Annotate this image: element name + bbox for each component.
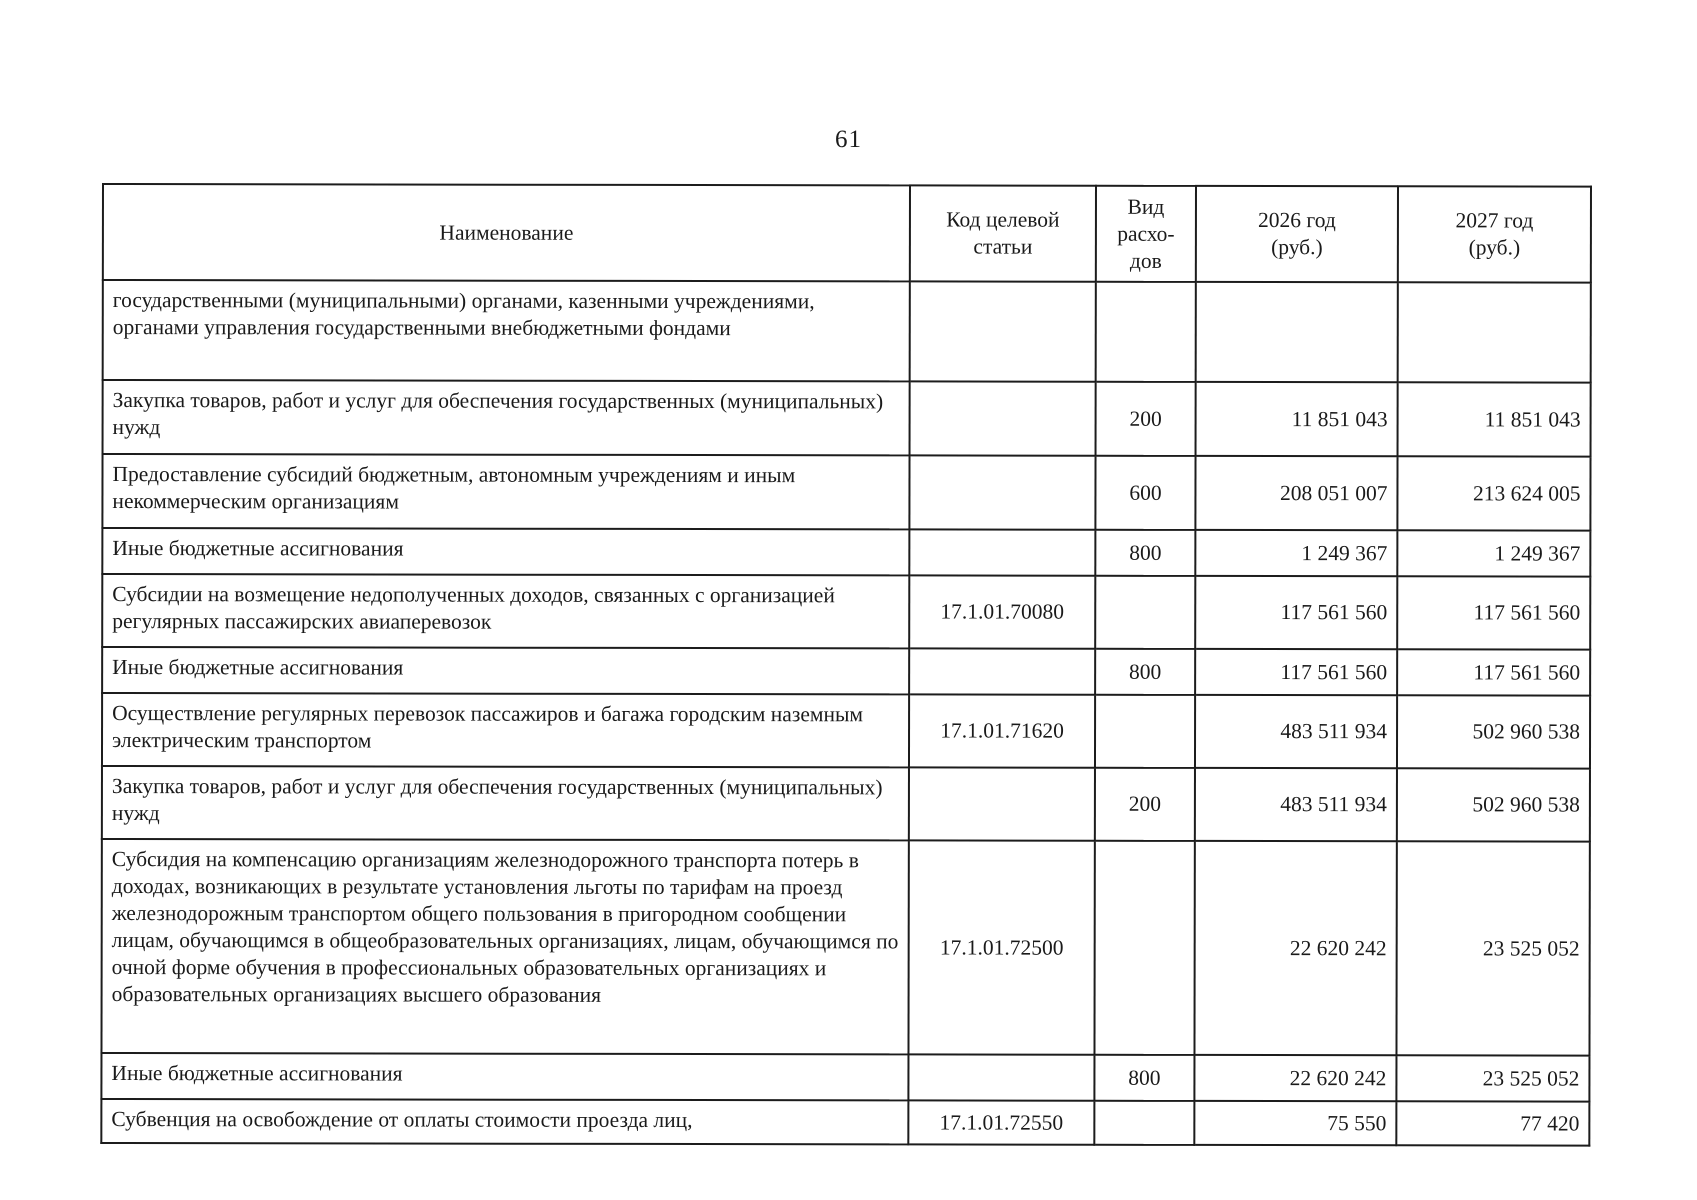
row-name: Иные бюджетные ассигнования: [102, 647, 909, 694]
table-row: [102, 693, 1590, 769]
row-2027: 23 525 052: [1396, 1055, 1589, 1101]
row-2026: 117 561 560: [1195, 576, 1397, 649]
row-2026: 208 051 007: [1195, 456, 1397, 530]
row-name: Предоставление субсидий бюджетным, автономным учреждениям и иным некоммерческим организациям: [102, 454, 909, 529]
row-kind: 600: [1095, 456, 1195, 530]
row-2027: 23 525 052: [1396, 841, 1589, 1055]
row-kind: 800: [1094, 1055, 1194, 1101]
row-2027: 117 561 560: [1397, 649, 1590, 695]
row-2026: 75 550: [1194, 1101, 1396, 1145]
row-2026: 1 249 367: [1195, 530, 1397, 576]
header-kind: Вид расхо-дов: [1096, 186, 1196, 282]
row-code: 17.1.01.72500: [908, 840, 1094, 1054]
table-row: [103, 380, 1591, 457]
table-row: [101, 1099, 1589, 1146]
header-2026: 2026 год (руб.): [1196, 186, 1398, 282]
row-kind: [1094, 1101, 1194, 1145]
table-row: [102, 647, 1590, 696]
row-2027: 1 249 367: [1397, 530, 1590, 576]
row-code: [910, 381, 1096, 455]
row-name: Иные бюджетные ассигнования: [101, 1053, 908, 1100]
table-row: [101, 1053, 1589, 1102]
row-name: Иные бюджетные ассигнования: [102, 528, 909, 575]
row-name: Субсидии на возмещение недополученных доходов, связанных с организацией регулярных пассажирских авиаперевозок: [102, 574, 909, 648]
budget-table: [100, 183, 1592, 1147]
row-2027: 502 960 538: [1397, 768, 1590, 841]
row-2026: 483 511 934: [1195, 695, 1397, 768]
row-2026: 117 561 560: [1195, 649, 1397, 695]
row-name: Субвенция на освобождение от оплаты стоимости проезда лиц,: [101, 1099, 908, 1144]
table-row: [102, 528, 1590, 577]
header-2027: 2027 год (руб.): [1398, 186, 1591, 282]
header-code: Код целевой статьи: [910, 185, 1096, 281]
row-2026: 483 511 934: [1195, 768, 1397, 841]
table-row: [101, 839, 1589, 1056]
row-2027: 11 851 043: [1398, 382, 1591, 456]
table-row: [102, 766, 1590, 842]
row-kind: [1094, 841, 1194, 1055]
row-2027: 213 624 005: [1397, 456, 1590, 530]
row-code: [909, 767, 1095, 840]
row-code: 17.1.01.70080: [909, 575, 1095, 648]
row-2026: 22 620 242: [1194, 1055, 1396, 1101]
row-name: Закупка товаров, работ и услуг для обеспечения государственных (муниципальных) нужд: [103, 380, 910, 455]
row-code: [910, 281, 1096, 381]
row-code: [908, 1054, 1094, 1100]
row-code: [909, 455, 1095, 529]
row-kind: [1096, 282, 1196, 382]
table-row: [103, 280, 1591, 383]
table-header-row: [103, 184, 1591, 283]
row-2027: [1398, 282, 1591, 382]
row-2026: 11 851 043: [1196, 382, 1398, 456]
row-code: [909, 529, 1095, 575]
row-code: 17.1.01.71620: [909, 694, 1095, 767]
row-name: Субсидия на компенсацию организациям железнодорожного транспорта потерь в доходах, возникающих в результате установления льготы по тарифам на проезд железнодорожным транспортом общего пользования в пригородном сообщении лицам, обучающимся в общеобразовательных организациях, лицам, обучающимся по очной форме обучения в профессиональных образовательных организациях и образовательных организациях высшего образования: [101, 839, 908, 1054]
header-name: Наименование: [103, 184, 910, 281]
row-kind: [1095, 576, 1195, 649]
row-name: Осуществление регулярных перевозок пассажиров и багажа городским наземным электрическим транспортом: [102, 693, 909, 767]
row-kind: [1095, 695, 1195, 768]
row-2027: 77 420: [1396, 1101, 1589, 1145]
row-name: Закупка товаров, работ и услуг для обеспечения государственных (муниципальных) нужд: [102, 766, 909, 840]
table-row: [102, 574, 1590, 650]
row-kind: 200: [1095, 768, 1195, 841]
page-number: 61: [835, 126, 862, 153]
row-code: [909, 648, 1095, 694]
row-kind: 200: [1096, 382, 1196, 456]
row-kind: 800: [1095, 649, 1195, 695]
row-2027: 117 561 560: [1397, 576, 1590, 649]
row-2027: 502 960 538: [1397, 695, 1590, 768]
table-row: [102, 454, 1590, 531]
row-2026: [1196, 282, 1398, 382]
row-name: государственными (муниципальными) органами, казенными учреждениями, органами управления государственными внебюджетными фондами: [103, 280, 910, 381]
row-code: 17.1.01.72550: [908, 1100, 1094, 1144]
row-kind: 800: [1095, 530, 1195, 576]
row-2026: 22 620 242: [1194, 841, 1396, 1055]
